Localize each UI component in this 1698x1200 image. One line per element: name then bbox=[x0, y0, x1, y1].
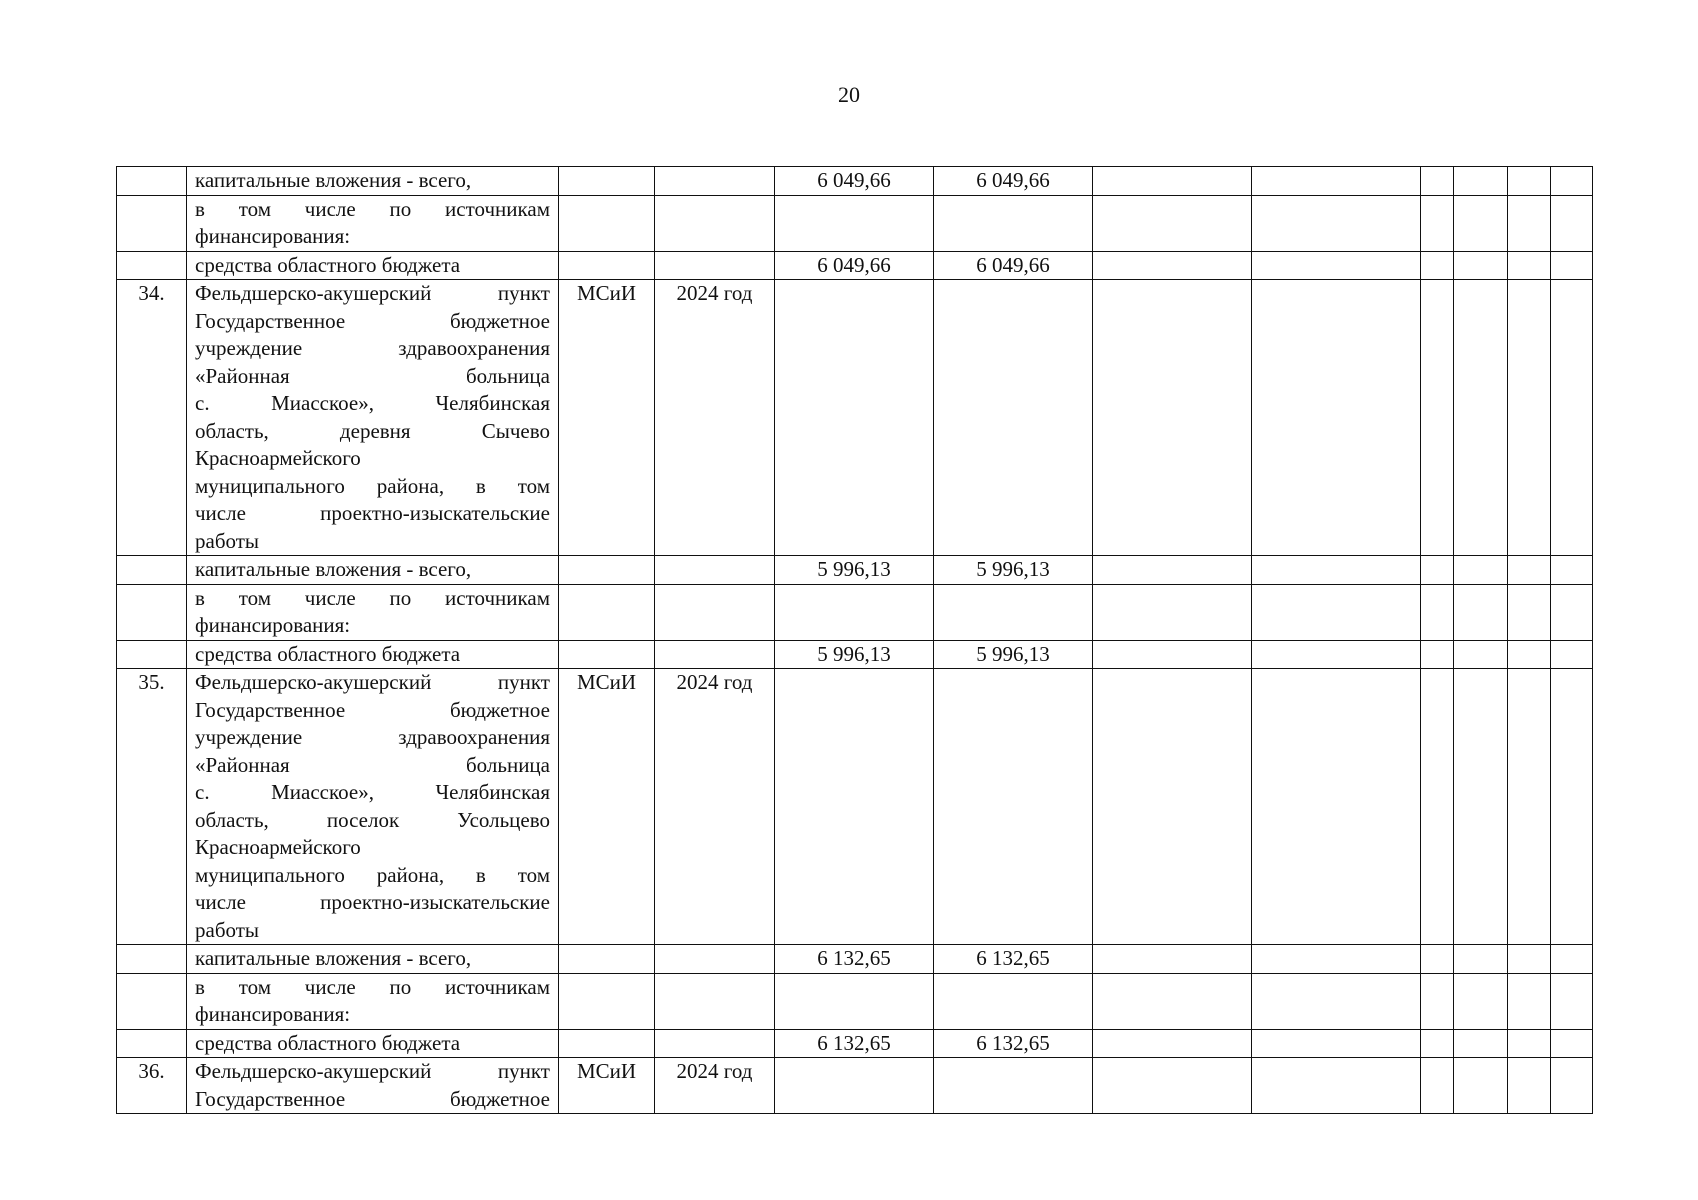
object-name-line: капитальные вложения - всего, bbox=[195, 557, 472, 581]
cell-empty bbox=[1454, 1058, 1508, 1114]
cell-value-1: 6 132,65 bbox=[775, 1029, 934, 1058]
cell-empty bbox=[1508, 556, 1551, 585]
cell-empty bbox=[1093, 167, 1252, 196]
cell-number bbox=[117, 945, 187, 974]
cell-empty bbox=[1551, 167, 1593, 196]
object-name-line: муниципального района, в том bbox=[195, 862, 550, 887]
cell-empty bbox=[1454, 945, 1508, 974]
cell-empty bbox=[1421, 1029, 1454, 1058]
cell-year bbox=[655, 945, 775, 974]
cell-empty bbox=[1551, 973, 1593, 1029]
object-name-line: финансирования: bbox=[195, 613, 351, 637]
cell-value-2 bbox=[934, 1058, 1093, 1114]
table-row-item bbox=[117, 280, 1593, 556]
cell-object-name bbox=[187, 1058, 559, 1114]
cell-executor bbox=[559, 167, 655, 196]
object-name-line: финансирования: bbox=[195, 224, 351, 248]
object-name-line: учреждение здравоохранения bbox=[195, 725, 550, 749]
cell-value-2 bbox=[934, 973, 1093, 1029]
cell-empty bbox=[1093, 640, 1252, 669]
cell-number bbox=[117, 973, 187, 1029]
cell-empty bbox=[1551, 669, 1593, 945]
cell-empty bbox=[1508, 195, 1551, 251]
cell-object-name bbox=[187, 973, 559, 1029]
cell-empty bbox=[1252, 584, 1421, 640]
table-body bbox=[117, 167, 1593, 1114]
cell-empty bbox=[1454, 640, 1508, 669]
cell-empty bbox=[1421, 280, 1454, 556]
cell-empty bbox=[1252, 669, 1421, 945]
cell-empty bbox=[1551, 640, 1593, 669]
cell-value-2: 6 132,65 bbox=[934, 945, 1093, 974]
cell-empty bbox=[1252, 167, 1421, 196]
table-row-sub bbox=[117, 640, 1593, 669]
object-name-line: в том числе по источникам bbox=[195, 585, 550, 610]
cell-empty bbox=[1093, 945, 1252, 974]
object-name-line: Фельдшерско-акушерский пункт bbox=[195, 281, 550, 305]
object-name-line: числе проектно-изыскательские bbox=[195, 890, 550, 914]
cell-value-2 bbox=[934, 280, 1093, 556]
cell-empty bbox=[1252, 195, 1421, 251]
object-name-line: средства областного бюджета bbox=[195, 252, 461, 277]
cell-number bbox=[117, 167, 187, 196]
cell-empty bbox=[1454, 1029, 1508, 1058]
object-name-line: Красноармейского bbox=[195, 446, 361, 470]
cell-object-name bbox=[187, 945, 559, 974]
object-name-line: Фельдшерско-акушерский пункт bbox=[195, 1059, 550, 1083]
cell-value-1 bbox=[775, 280, 934, 556]
cell-year bbox=[655, 640, 775, 669]
cell-empty bbox=[1093, 669, 1252, 945]
object-name-line: капитальные вложения - всего, bbox=[195, 168, 472, 192]
cell-empty bbox=[1252, 973, 1421, 1029]
cell-number: 34. bbox=[117, 280, 187, 556]
cell-empty bbox=[1454, 280, 1508, 556]
object-name-line: средства областного бюджета bbox=[195, 1030, 461, 1055]
cell-value-2: 6 132,65 bbox=[934, 1029, 1093, 1058]
cell-empty bbox=[1252, 556, 1421, 585]
cell-value-2 bbox=[934, 195, 1093, 251]
cell-year bbox=[655, 973, 775, 1029]
cell-empty bbox=[1508, 945, 1551, 974]
cell-year: 2024 год bbox=[655, 669, 775, 945]
cell-value-1: 6 132,65 bbox=[775, 945, 934, 974]
cell-year bbox=[655, 1029, 775, 1058]
cell-year bbox=[655, 556, 775, 585]
cell-executor: МСиИ bbox=[559, 280, 655, 556]
cell-executor bbox=[559, 1029, 655, 1058]
cell-value-1 bbox=[775, 669, 934, 945]
cell-year bbox=[655, 167, 775, 196]
table-row-sub bbox=[117, 556, 1593, 585]
object-name-line: учреждение здравоохранения bbox=[195, 336, 550, 360]
cell-executor bbox=[559, 584, 655, 640]
cell-empty bbox=[1508, 584, 1551, 640]
cell-object-name bbox=[187, 195, 559, 251]
cell-object-name bbox=[187, 251, 559, 280]
cell-executor bbox=[559, 973, 655, 1029]
table-row-item bbox=[117, 1058, 1593, 1114]
cell-number: 35. bbox=[117, 669, 187, 945]
cell-year: 2024 год bbox=[655, 1058, 775, 1114]
cell-number bbox=[117, 251, 187, 280]
cell-empty bbox=[1508, 669, 1551, 945]
cell-empty bbox=[1421, 556, 1454, 585]
cell-empty bbox=[1421, 584, 1454, 640]
cell-value-1: 5 996,13 bbox=[775, 640, 934, 669]
object-name-line: работы bbox=[195, 528, 260, 553]
page-number: 20 bbox=[838, 82, 860, 107]
cell-object-name bbox=[187, 640, 559, 669]
cell-empty bbox=[1508, 1029, 1551, 1058]
object-name-line: финансирования: bbox=[195, 1002, 351, 1026]
cell-year bbox=[655, 584, 775, 640]
cell-empty bbox=[1252, 1029, 1421, 1058]
cell-number bbox=[117, 640, 187, 669]
cell-empty bbox=[1093, 584, 1252, 640]
cell-empty bbox=[1454, 556, 1508, 585]
table-row-sub bbox=[117, 251, 1593, 280]
cell-year: 2024 год bbox=[655, 280, 775, 556]
cell-empty bbox=[1551, 1058, 1593, 1114]
cell-empty bbox=[1454, 584, 1508, 640]
object-name-line: «Районная больница bbox=[195, 363, 550, 388]
cell-value-1 bbox=[775, 584, 934, 640]
object-name-line: капитальные вложения - всего, bbox=[195, 946, 472, 970]
cell-number bbox=[117, 1029, 187, 1058]
object-name-line: Красноармейского bbox=[195, 835, 361, 859]
cell-value-1: 6 049,66 bbox=[775, 167, 934, 196]
cell-empty bbox=[1421, 945, 1454, 974]
cell-empty bbox=[1421, 640, 1454, 669]
cell-executor bbox=[559, 251, 655, 280]
cell-empty bbox=[1093, 280, 1252, 556]
cell-empty bbox=[1252, 945, 1421, 974]
object-name-line: с. Миасское», Челябинская bbox=[195, 780, 550, 804]
cell-object-name bbox=[187, 280, 559, 556]
table-row-sub bbox=[117, 973, 1593, 1029]
object-name-line: средства областного бюджета bbox=[195, 641, 461, 666]
object-name-line: Государственное бюджетное bbox=[195, 1086, 550, 1111]
cell-empty bbox=[1508, 280, 1551, 556]
object-name-line: «Районная больница bbox=[195, 752, 550, 777]
cell-empty bbox=[1093, 973, 1252, 1029]
object-name-line: Государственное бюджетное bbox=[195, 697, 550, 722]
cell-number bbox=[117, 195, 187, 251]
cell-empty bbox=[1454, 251, 1508, 280]
cell-value-1: 5 996,13 bbox=[775, 556, 934, 585]
cell-empty bbox=[1551, 556, 1593, 585]
table-row-sub bbox=[117, 195, 1593, 251]
object-name-line: с. Миасское», Челябинская bbox=[195, 391, 550, 415]
cell-value-2 bbox=[934, 669, 1093, 945]
cell-empty bbox=[1454, 669, 1508, 945]
cell-empty bbox=[1551, 945, 1593, 974]
cell-year bbox=[655, 195, 775, 251]
cell-object-name bbox=[187, 669, 559, 945]
object-name-line: Фельдшерско-акушерский пункт bbox=[195, 670, 550, 694]
table-row-item bbox=[117, 669, 1593, 945]
cell-value-1: 6 049,66 bbox=[775, 251, 934, 280]
cell-value-2: 6 049,66 bbox=[934, 167, 1093, 196]
cell-executor bbox=[559, 195, 655, 251]
cell-empty bbox=[1454, 195, 1508, 251]
cell-executor: МСиИ bbox=[559, 1058, 655, 1114]
cell-value-1 bbox=[775, 973, 934, 1029]
cell-empty bbox=[1093, 1029, 1252, 1058]
table-row-sub bbox=[117, 945, 1593, 974]
cell-empty bbox=[1252, 1058, 1421, 1114]
cell-empty bbox=[1093, 1058, 1252, 1114]
cell-empty bbox=[1421, 1058, 1454, 1114]
object-name-line: в том числе по источникам bbox=[195, 196, 550, 221]
cell-empty bbox=[1508, 973, 1551, 1029]
cell-value-2 bbox=[934, 584, 1093, 640]
cell-year bbox=[655, 251, 775, 280]
cell-empty bbox=[1093, 195, 1252, 251]
cell-empty bbox=[1421, 669, 1454, 945]
capital-investment-table bbox=[116, 166, 1593, 1114]
cell-empty bbox=[1454, 167, 1508, 196]
object-name-line: Государственное бюджетное bbox=[195, 308, 550, 333]
cell-empty bbox=[1421, 195, 1454, 251]
object-name-line: муниципального района, в том bbox=[195, 473, 550, 498]
cell-object-name bbox=[187, 167, 559, 196]
cell-empty bbox=[1252, 280, 1421, 556]
cell-executor: МСиИ bbox=[559, 669, 655, 945]
cell-empty bbox=[1252, 251, 1421, 280]
cell-number bbox=[117, 556, 187, 585]
table-row-sub bbox=[117, 584, 1593, 640]
cell-empty bbox=[1551, 584, 1593, 640]
cell-empty bbox=[1551, 195, 1593, 251]
cell-number: 36. bbox=[117, 1058, 187, 1114]
cell-empty bbox=[1093, 251, 1252, 280]
cell-object-name bbox=[187, 1029, 559, 1058]
cell-value-2: 5 996,13 bbox=[934, 640, 1093, 669]
cell-object-name bbox=[187, 584, 559, 640]
cell-empty bbox=[1454, 973, 1508, 1029]
object-name-line: область, деревня Сычево bbox=[195, 418, 550, 443]
cell-empty bbox=[1421, 167, 1454, 196]
cell-empty bbox=[1508, 167, 1551, 196]
cell-empty bbox=[1551, 251, 1593, 280]
object-name-line: в том числе по источникам bbox=[195, 974, 550, 999]
cell-executor bbox=[559, 640, 655, 669]
cell-empty bbox=[1508, 251, 1551, 280]
object-name-line: работы bbox=[195, 917, 260, 942]
cell-empty bbox=[1421, 973, 1454, 1029]
table-row-sub bbox=[117, 1029, 1593, 1058]
cell-empty bbox=[1421, 251, 1454, 280]
cell-executor bbox=[559, 556, 655, 585]
cell-empty bbox=[1508, 1058, 1551, 1114]
table-row-sub bbox=[117, 167, 1593, 196]
cell-value-1 bbox=[775, 1058, 934, 1114]
cell-value-2: 6 049,66 bbox=[934, 251, 1093, 280]
cell-empty bbox=[1508, 640, 1551, 669]
cell-empty bbox=[1252, 640, 1421, 669]
object-name-line: числе проектно-изыскательские bbox=[195, 501, 550, 525]
cell-number bbox=[117, 584, 187, 640]
cell-value-1 bbox=[775, 195, 934, 251]
object-name-line: область, поселок Усольцево bbox=[195, 807, 550, 832]
cell-object-name bbox=[187, 556, 559, 585]
cell-empty bbox=[1093, 556, 1252, 585]
cell-value-2: 5 996,13 bbox=[934, 556, 1093, 585]
cell-executor bbox=[559, 945, 655, 974]
cell-empty bbox=[1551, 1029, 1593, 1058]
cell-empty bbox=[1551, 280, 1593, 556]
